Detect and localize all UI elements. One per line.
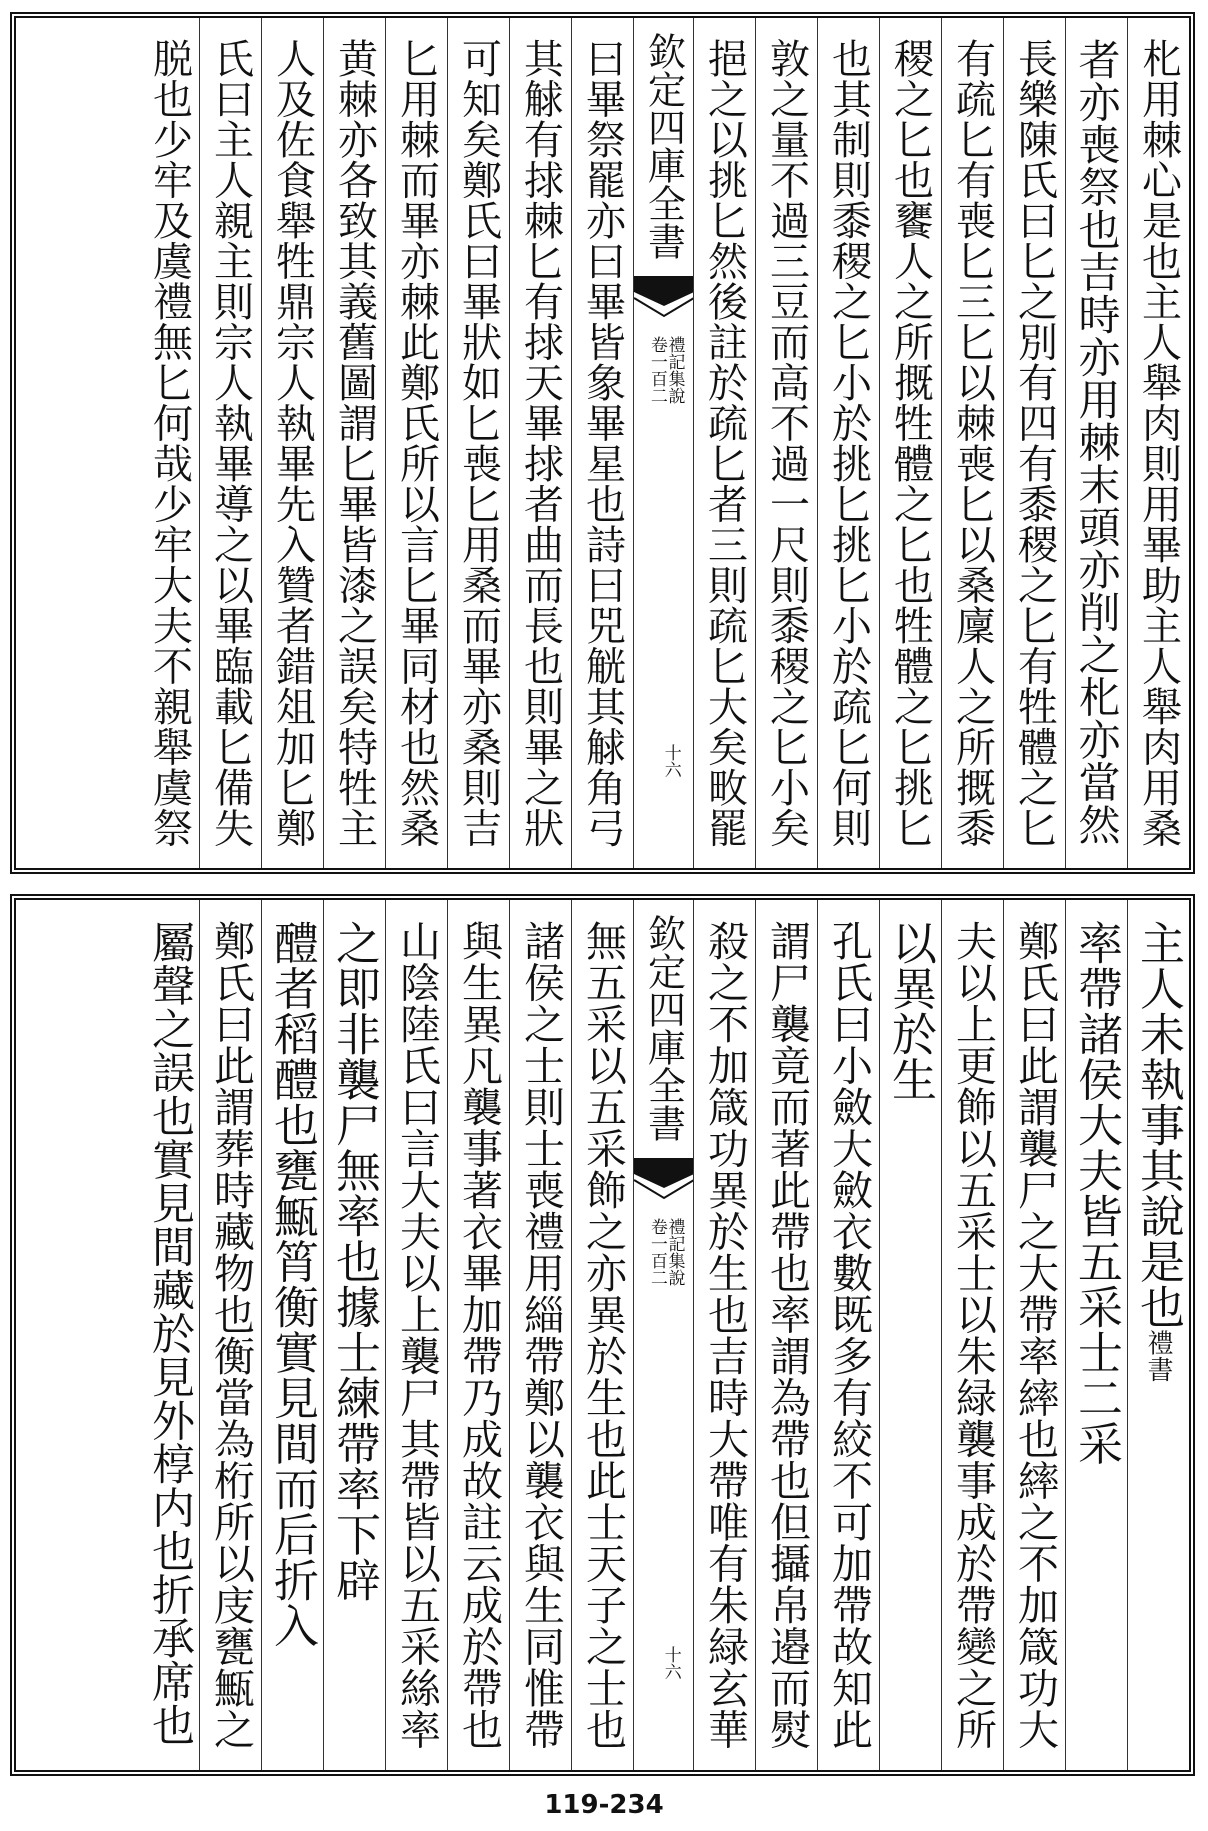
fishtail-center-column [633,18,693,868]
fishtail-center-column [633,900,693,1770]
book-title: 禮記集說 [664,1218,685,1286]
column-text [1132,920,1185,1383]
text-column [1065,18,1127,868]
column-text: 稷之匕也饔人之所摡牲體之匕也牲體之匕挑匕 [887,38,934,848]
text-column [941,900,1003,1770]
column-text: 孔氏曰小斂大斂衣數既多有絞不可加帶故知此 [825,920,873,1750]
column-text: 諸侯之士則士喪禮用緇帶鄭以襲衣與生同惟帶 [517,920,565,1750]
text-column [693,18,755,868]
column-text: 也其制則黍稷之匕小於挑匕挑匕小於疏匕何則 [825,38,872,848]
source-note: 禮書 [1143,1329,1173,1383]
text-column [509,18,571,868]
text-column [571,900,633,1770]
text-column [447,18,509,868]
column-text: 以異於生 [884,920,937,1102]
text-column [261,900,323,1770]
column-text: 敦之量不過三豆而高不過一尺則黍稷之匕小矣 [763,38,810,848]
column-text: 謂尸襲竟而著此帶也率謂為帶也但攝帛邉而熨 [763,920,811,1750]
text-column [693,900,755,1770]
text-column [1127,900,1189,1770]
column-text: 朼用棘心是也主人舉肉則用畢助主人舉肉用桑 [1135,38,1182,848]
text-column [1003,18,1065,868]
column-text: 者亦喪祭也吉時亦用棘末頭亦削之朼亦當然 [1072,38,1122,846]
text-column [755,900,817,1770]
leaf-number: 十六 [660,744,681,778]
text-column [817,900,879,1770]
collection-title: 欽定四庫全書 [641,914,686,1142]
column-text: 長樂陳氏曰匕之別有四有黍稷之匕有牲體之匕 [1011,38,1058,848]
text-column [447,900,509,1770]
column-text: 曰畢祭罷亦曰畢皆象畢星也詩曰兕觥其觩角弓 [579,38,626,848]
text-column [199,18,261,868]
text-column [1003,900,1065,1770]
column-text: 氏曰主人親主則宗人執畢導之以畢臨載匕備失 [207,38,254,848]
text-column [509,900,571,1770]
text-column [323,18,385,868]
book-title: 禮記集說 [664,336,685,404]
column-text: 屬聲之誤也實見間藏於見外椁内也折承席也 [145,920,195,1747]
column-text: 黄棘亦各致其義舊圖謂匕畢皆漆之誤矣特牲主 [331,38,378,848]
collection-title: 欽定四庫全書 [641,32,686,260]
text-column [1065,900,1127,1770]
leaf-number: 十六 [660,1646,681,1680]
column-text: 脱也少牢及虞禮無匕何哉少牢大夫不親舉虞祭 [146,38,193,848]
column-text: 與生異凡襲事著衣畢加帶乃成故註云成於帶也 [455,920,503,1750]
text-column [879,900,941,1770]
text-column [385,900,447,1770]
juan-number: 卷一百二 [646,336,667,404]
text-column [385,18,447,868]
text-column [140,18,199,868]
fish-tail-icon [634,1158,693,1204]
column-text: 挹之以挑匕然後註於疏匕者三則疏匕大矣畋罷 [701,38,748,848]
column-text: 醴者稻醴也甕甒筲衡實見間而后折入 [266,920,319,1648]
column-text: 無五采以五采飾之亦異於生也此士天子之士也 [579,920,627,1750]
column-text: 夫以上更飾以五采士以朱緑襲事成於帶變之所 [949,920,997,1750]
text-column [261,18,323,868]
text-column [941,18,1003,868]
column-text: 鄭氏曰此謂葬時藏物也衡當為桁所以庋甕甒之 [207,920,255,1750]
top-page-panel [10,12,1195,874]
column-text: 鄭氏曰此謂襲尸之大帶率繂也繂之不加箴功大 [1011,920,1059,1750]
column-text: 之即非襲尸無率也據士練帶率下辟 [328,920,381,1603]
text-column [755,18,817,868]
text-column [323,900,385,1770]
column-text: 山陰陸氏曰言大夫以上襲尸其帶皆以五采絲率 [393,920,441,1750]
column-text: 可知矣鄭氏曰畢狀如匕喪匕用桑而畢亦桑則吉 [455,38,502,848]
text-column [1127,18,1189,868]
page-number: 119-234 [544,1790,664,1820]
bottom-page-panel [10,894,1195,1776]
text-column [879,18,941,868]
column-text: 其觩有捄棘匕有捄天畢捄者曲而長也則畢之狀 [517,38,564,848]
column-text: 有疏匕有喪匕三匕以棘喪匕以桑廩人之所摡黍 [949,38,996,848]
text-column [140,900,199,1770]
fish-tail-icon [634,276,693,322]
text-column [199,900,261,1770]
juan-number: 卷一百二 [646,1218,667,1286]
column-text: 人及佐食舉牲鼎宗人執畢先入贊者錯俎加匕鄭 [269,38,316,848]
column-text: 率帶諸侯大夫皆五采士二采 [1070,920,1123,1466]
column-text: 匕用棘而畢亦棘此鄭氏所以言匕畢同材也然桑 [393,38,440,848]
text-column [817,18,879,868]
column-main-text: 主人未執事其說是也 [1132,920,1185,1330]
text-column [571,18,633,868]
column-text: 殺之不加箴功異於生也吉時大帶唯有朱緑玄華 [701,920,749,1750]
